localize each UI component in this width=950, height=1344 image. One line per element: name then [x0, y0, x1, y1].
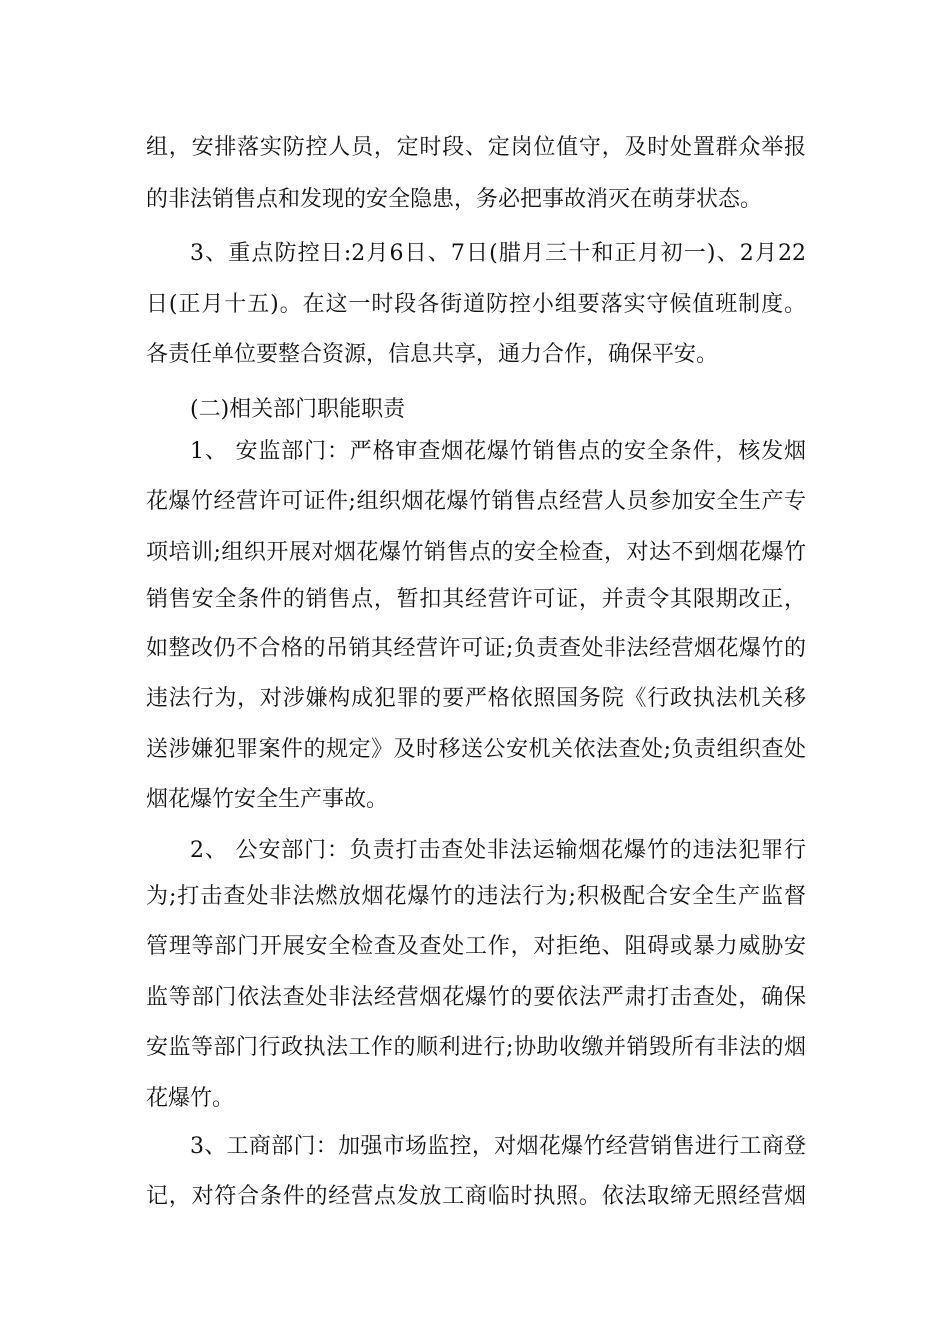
text-line: 销售安全条件的销售点，暂扣其经营许可证，并责令其限期改正，	[146, 587, 806, 612]
text-line: 2、 公安部门：负责打击查处非法运输烟花爆竹的违法犯罪行	[190, 838, 806, 863]
text-line: 记，对符合条件的经营点发放工商临时执照。依法取缔无照经营烟	[146, 1184, 806, 1209]
heading-line: (二)相关部门职能职责	[190, 397, 406, 422]
text-line: 1、 安监部门：严格审查烟花爆竹销售点的安全条件，核发烟	[190, 439, 806, 464]
text-line: 如整改仍不合格的吊销其经营许可证;负责查处非法经营烟花爆竹的	[146, 636, 806, 661]
text-line: 花爆竹。	[146, 1086, 235, 1111]
text-line: 送涉嫌犯罪案件的规定》及时移送公安机关依法查处;负责组织查处	[146, 737, 806, 762]
text-line: 项培训;组织开展对烟花爆竹销售点的安全检查，对达不到烟花爆竹	[146, 540, 806, 565]
text-line: 花爆竹经营许可证件;组织烟花爆竹销售点经营人员参加安全生产专	[146, 489, 806, 514]
text-line: 3、工商部门：加强市场监控，对烟花爆竹经营销售进行工商登	[190, 1134, 806, 1159]
text-line: 组，安排落实防控人员，定时段、定岗位值守，及时处置群众举报	[146, 135, 806, 160]
text-line: 管理等部门开展安全检查及查处工作，对拒绝、阻碍或暴力威胁安	[146, 934, 806, 959]
text-line: 违法行为，对涉嫌构成犯罪的要严格依照国务院《行政执法机关移	[146, 686, 806, 711]
text-line: 安监等部门行政执法工作的顺利进行;协助收缴并销毁所有非法的烟	[146, 1035, 806, 1060]
text-line: 各责任单位要整合资源，信息共享，通力合作，确保平安。	[146, 342, 719, 367]
text-line: 烟花爆竹安全生产事故。	[146, 787, 389, 812]
text-line: 为;打击查处非法燃放烟花爆竹的违法行为;积极配合安全生产监督	[146, 884, 806, 909]
text-line: 日(正月十五)。在这一时段各街道防控小组要落实守候值班制度。	[146, 292, 806, 317]
text-line: 的非法销售点和发现的安全隐患，务必把事故消灭在萌芽状态。	[146, 187, 763, 212]
text-line: 3、重点防控日:2月6日、7日(腊月三十和正月初一)、2月22	[190, 241, 806, 266]
text-line: 监等部门依法查处非法经营烟花爆竹的要依法严肃打击查处，确保	[146, 985, 806, 1010]
